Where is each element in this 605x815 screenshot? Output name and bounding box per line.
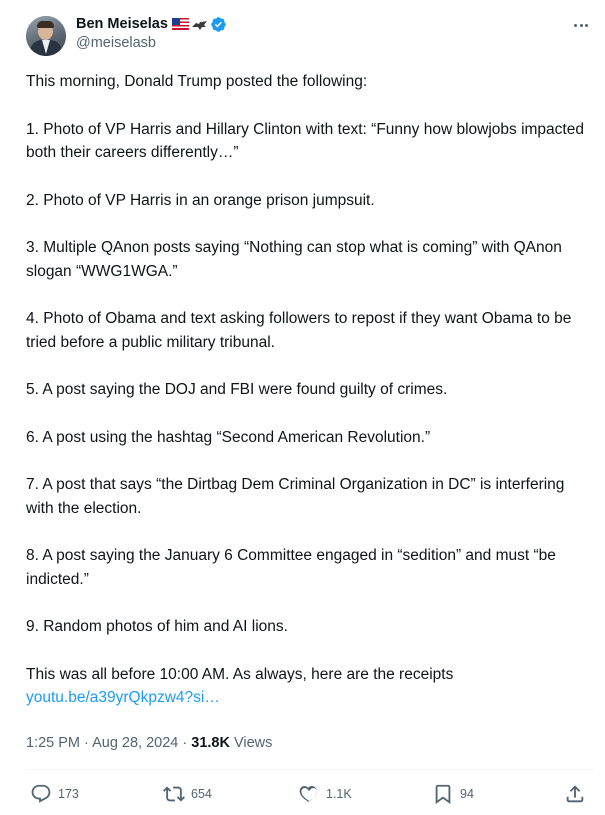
repost-count: 654 bbox=[191, 787, 212, 801]
tweet-header bbox=[26, 12, 596, 56]
repost-icon bbox=[163, 783, 185, 805]
reply-icon bbox=[30, 783, 52, 805]
receipts-link[interactable]: youtu.be/a39yrQkpzw4?si… bbox=[26, 689, 220, 706]
tweet-timestamp[interactable]: 1:25 PM · Aug 28, 2024 bbox=[26, 735, 179, 751]
like-icon bbox=[298, 783, 320, 805]
repost-button[interactable] bbox=[163, 780, 212, 808]
share-icon bbox=[564, 783, 586, 805]
tweet-paragraph: This was all before 10:00 AM. As always, here are the receipts bbox=[26, 665, 454, 683]
reply-button[interactable] bbox=[30, 780, 79, 808]
divider bbox=[26, 769, 594, 770]
verified-badge-icon bbox=[210, 16, 227, 33]
tweet-paragraph: 9. Random photos of him and AI lions. bbox=[26, 618, 288, 635]
author-handle[interactable]: @meiselasb bbox=[76, 35, 156, 51]
share-button[interactable] bbox=[564, 780, 586, 808]
tweet-paragraph: 7. A post that says “the Dirtbag Dem Criminal Organization in DC” is interfering with the election. bbox=[26, 476, 565, 517]
tweet-paragraph: 3. Multiple QAnon posts saying “Nothing can stop what is coming” with QAnon slogan “WWG1WGA.” bbox=[26, 239, 562, 280]
views-count[interactable]: 31.8K bbox=[191, 735, 230, 751]
tweet-paragraph: 8. A post saying the January 6 Committee engaged in “sedition” and must “be indicted.” bbox=[26, 547, 556, 588]
author-display-name[interactable]: Ben Meiselas bbox=[76, 16, 168, 32]
like-count: 1.1K bbox=[326, 787, 352, 801]
meta-separator: · bbox=[178, 735, 192, 751]
author-info bbox=[76, 14, 227, 51]
views-label: Views bbox=[229, 735, 273, 751]
tweet-paragraph: This morning, Donald Trump posted the following: bbox=[26, 73, 368, 90]
eagle-icon bbox=[191, 17, 208, 32]
bookmark-count: 94 bbox=[460, 787, 474, 801]
tweet-paragraph: 2. Photo of VP Harris in an orange prison jumpsuit. bbox=[26, 191, 375, 209]
bookmark-icon bbox=[432, 783, 454, 805]
tweet-text bbox=[26, 70, 586, 710]
avatar[interactable] bbox=[26, 16, 66, 56]
us-flag-icon bbox=[172, 18, 189, 30]
reply-count: 173 bbox=[58, 787, 79, 801]
like-button[interactable] bbox=[298, 780, 352, 808]
action-bar bbox=[26, 780, 590, 808]
tweet-paragraph: 4. Photo of Obama and text asking followers to repost if they want Obama to be tried before a public military tribunal. bbox=[26, 310, 572, 351]
tweet-paragraph: 6. A post using the hashtag “Second American Revolution.” bbox=[26, 428, 431, 446]
more-options-icon[interactable] bbox=[570, 16, 592, 34]
tweet-paragraph: 1. Photo of VP Harris and Hillary Clinton with text: “Funny how blowjobs impacted both their careers differently…” bbox=[26, 120, 584, 161]
bookmark-button[interactable] bbox=[432, 780, 474, 808]
tweet-paragraph: 5. A post saying the DOJ and FBI were found guilty of crimes. bbox=[26, 381, 448, 398]
tweet-meta bbox=[26, 733, 272, 753]
